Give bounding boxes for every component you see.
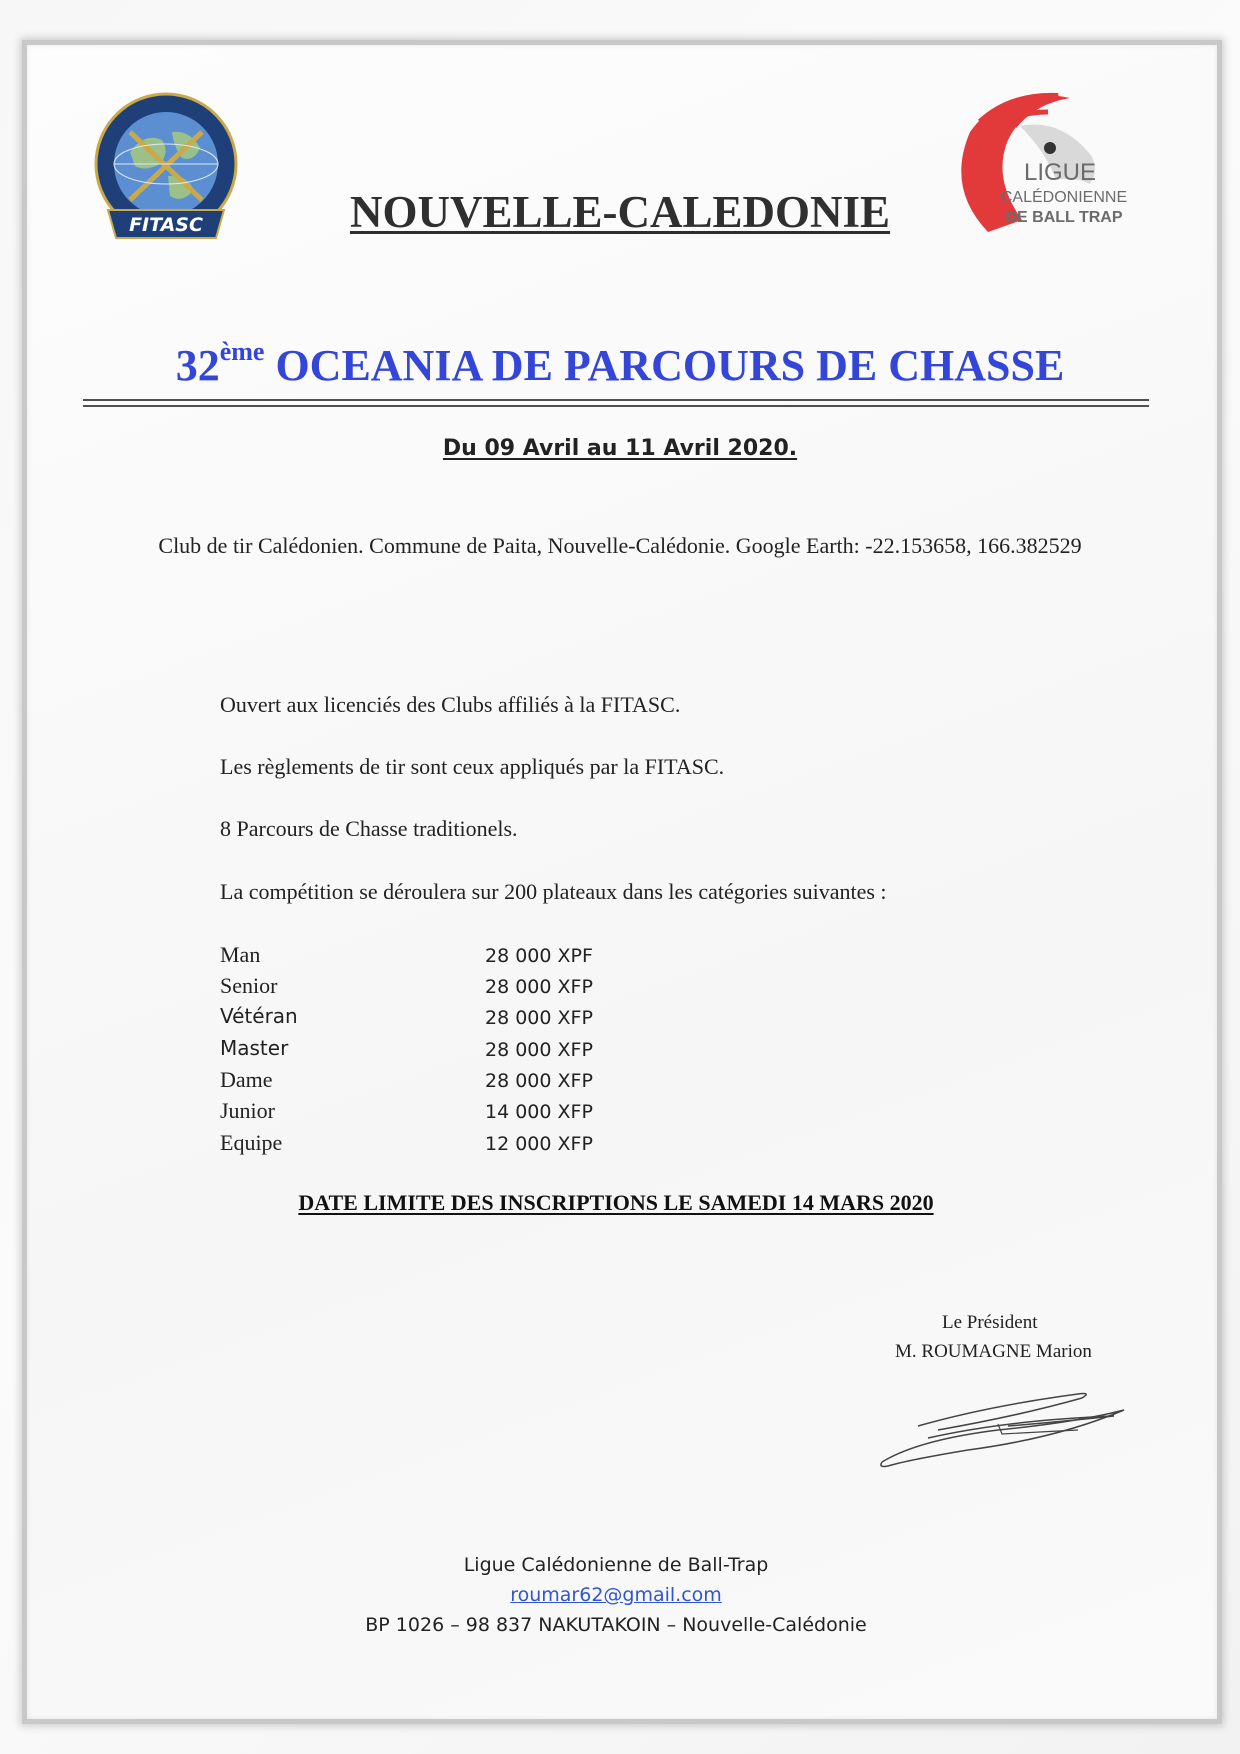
footer-email-line	[0, 1584, 1232, 1606]
category-fee: 28 000 XFP	[485, 1039, 593, 1061]
paragraph-eligibility: Ouvert aux licenciés des Clubs affiliés à la FITASC.	[220, 692, 681, 717]
category-name: Senior	[220, 973, 278, 998]
event-title	[0, 337, 1240, 391]
category-name: Equipe	[220, 1130, 283, 1155]
event-title-main: OCEANIA DE PARCOURS DE CHASSE	[275, 341, 1065, 390]
category-name: Junior	[220, 1098, 275, 1123]
handwritten-signature	[878, 1386, 1134, 1474]
paragraph-categories-intro: La compétition se déroulera sur 200 plateaux dans les catégories suivantes :	[220, 879, 887, 904]
footer-email-link[interactable]: roumar62@gmail.com	[510, 1584, 722, 1606]
signatory-role: Le Président	[942, 1312, 1038, 1333]
category-name: Dame	[220, 1067, 273, 1092]
registration-deadline: DATE LIMITE DES INSCRIPTIONS LE SAMEDI 14 MARS 2020	[298, 1190, 934, 1215]
event-title-number: 32	[175, 341, 220, 390]
event-title-suffix: ème	[219, 337, 265, 367]
signatory-name: M. ROUMAGNE Marion	[895, 1341, 1092, 1362]
title-divider	[83, 399, 1149, 407]
country-title: NOUVELLE-CALEDONIE	[349, 187, 891, 237]
category-fee: 28 000 XPF	[485, 945, 593, 967]
paragraph-rules: Les règlements de tir sont ceux appliqués par la FITASC.	[220, 754, 725, 779]
category-fee: 28 000 XFP	[485, 1070, 593, 1092]
footer-address: BP 1026 – 98 837 NAKUTAKOIN – Nouvelle-Calédonie	[365, 1614, 867, 1636]
event-dates: Du 09 Avril au 11 Avril 2020.	[442, 436, 798, 461]
paragraph-parcours: 8 Parcours de Chasse traditionels.	[220, 816, 518, 841]
svg-text:DE BALL TRAP: DE BALL TRAP	[1005, 209, 1123, 226]
svg-text:CALÉDONIENNE: CALÉDONIENNE	[1000, 189, 1128, 206]
footer-organisation: Ligue Calédonienne de Ball-Trap	[463, 1554, 769, 1576]
category-name: Vétéran	[220, 1004, 298, 1028]
category-fee: 28 000 XFP	[485, 976, 593, 998]
category-name: Master	[220, 1036, 289, 1060]
category-fee: 12 000 XFP	[485, 1133, 593, 1155]
event-venue: Club de tir Calédonien. Commune de Paita, Nouvelle-Calédonie. Google Earth: -22.153658, 166.382529	[158, 533, 1082, 558]
svg-text:FITASC: FITASC	[129, 214, 203, 236]
svg-text:LIGUE: LIGUE	[1023, 159, 1097, 186]
category-fee: 28 000 XFP	[485, 1007, 593, 1029]
category-fee: 14 000 XFP	[485, 1101, 593, 1123]
category-name: Man	[220, 942, 261, 967]
